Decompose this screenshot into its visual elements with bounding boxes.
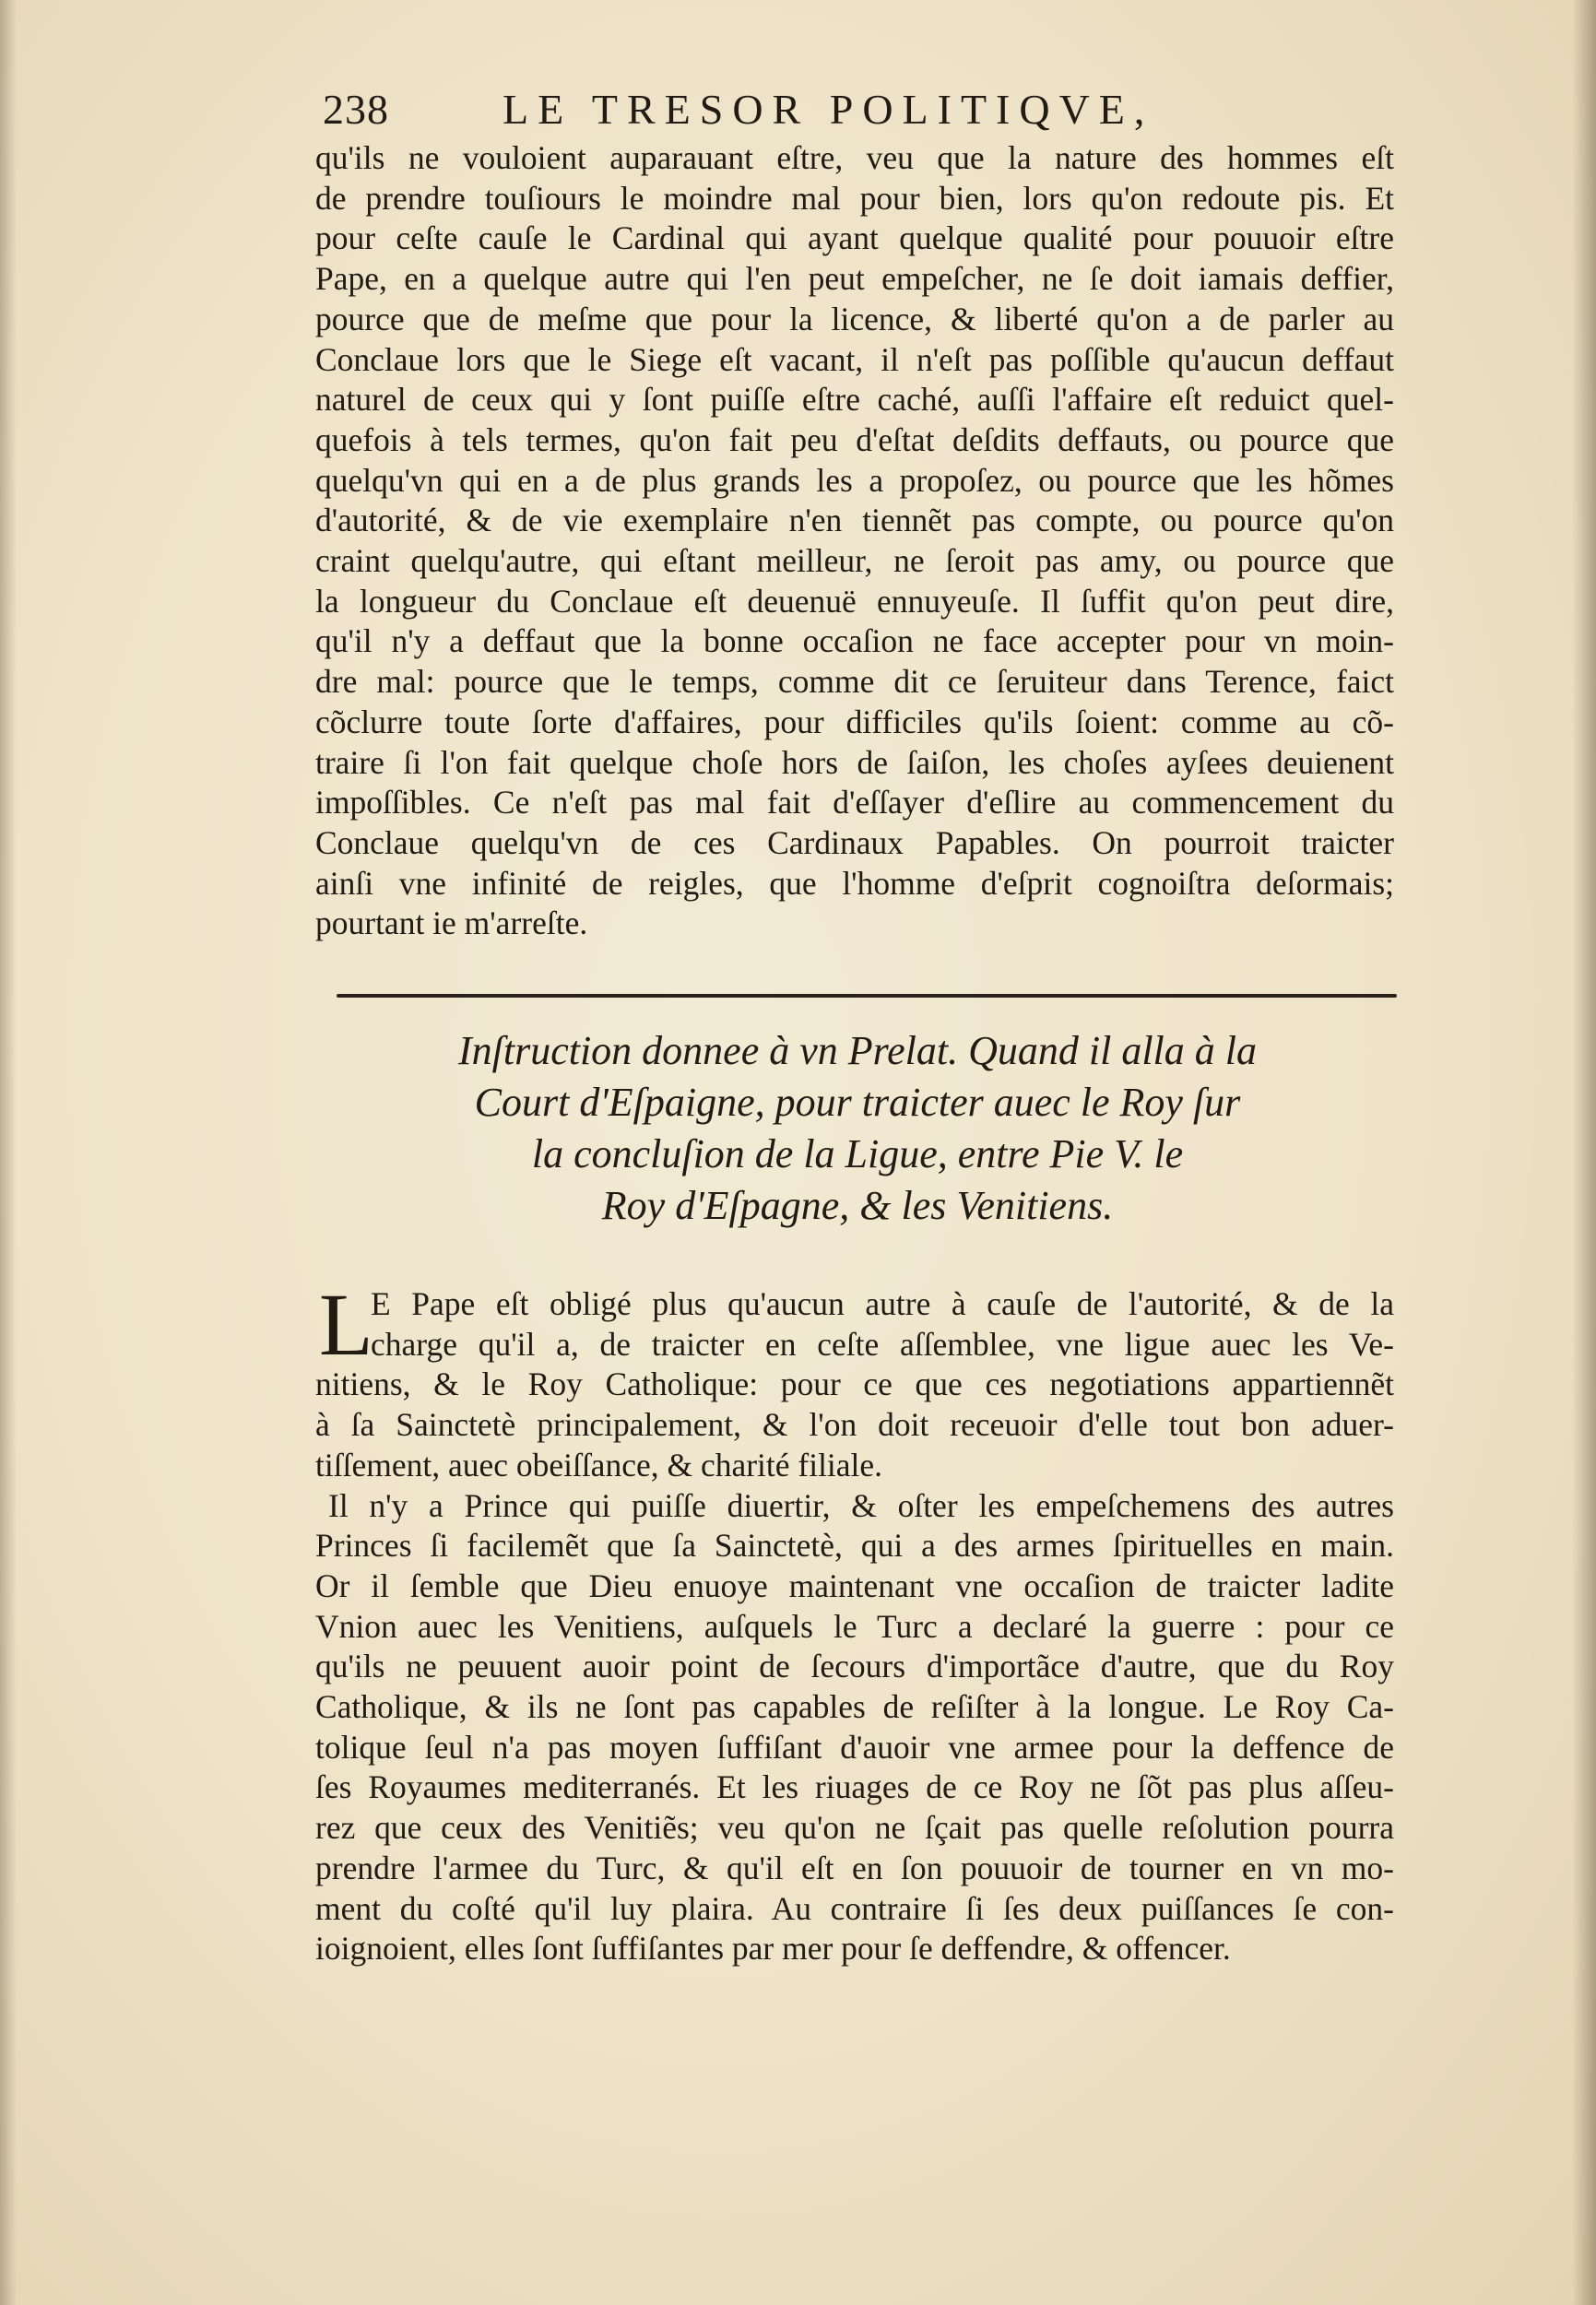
text-line: ſes Royaumes mediterranés. Et les riuages de ce Roy ne ſõt pas plus aſſeu- <box>315 1768 1394 1806</box>
text-line: ioignoient, elles ſont ſuffiſantes par mer pour ſe deffendre, & offencer. <box>315 1930 1231 1968</box>
text-line: Princes ſi facilemẽt que ſa Sainctetè, qui a des armes ſpirituelles en main. <box>315 1527 1394 1565</box>
text-line: Catholique, & ils ne ſont pas capables de reſiſter à la longue. Le Roy Ca- <box>315 1688 1394 1726</box>
text-line: à ſa Sainctetè principalement, & l'on doit receuoir d'elle tout bon aduer- <box>315 1406 1394 1444</box>
heading-line: Roy d'Eſpagne, & les Venitiens. <box>601 1183 1114 1228</box>
page-header <box>323 85 1245 140</box>
text-line: E Pape eſt obligé plus qu'aucun autre à cauſe de l'autorité, & de la <box>371 1285 1394 1322</box>
text-line: tiſſement, auec obeiſſance, & charité filiale. <box>315 1446 883 1483</box>
text-line: nitiens, & le Roy Catholique: pour ce que ces negotiations appartiennẽt <box>315 1365 1394 1403</box>
text-line: de prendre touſiours le moindre mal pour bien, lors qu'on redoute pis. Et <box>315 179 1394 217</box>
text-line: quelqu'vn qui en a de plus grands les a propoſez, ou pource que les hõmes <box>315 461 1394 499</box>
text-line: charge qu'il a, de traicter en ceſte aſſemblee, vne ligue auec les Ve- <box>371 1325 1394 1363</box>
text-line: pourtant ie m'arreſte. <box>315 904 588 942</box>
text-line: pource que de meſme que pour la licence, & liberté qu'on a de parler au <box>315 300 1394 337</box>
text-line: ainſi vne infinité de reigles, que l'homme d'eſprit cognoiſtra deſormais; <box>315 864 1394 902</box>
text-line: la longueur du Conclaue eſt deuenuë ennuyeuſe. Il ſuffit qu'on peut dire, <box>315 582 1394 620</box>
text-line: qu'il n'y a deffaut que la bonne occaſion ne face accepter pour vn moin- <box>315 622 1394 660</box>
text-line: qu'ils ne peuuent auoir point de ſecours d'importãce d'autre, que du Roy <box>315 1648 1394 1685</box>
section-two-text <box>315 1275 1394 1969</box>
text-line: rez que ceux des Venitiẽs; veu qu'on ne ſçait pas quelle reſolution pourra <box>315 1809 1394 1847</box>
text-line: Pape, en a quelque autre qui l'en peut empeſcher, ne ſe doit iamais deffier, <box>315 260 1394 298</box>
text-line: quefois à tels termes, qu'on fait peu d'eſtat deſdits deffauts, ou pource que <box>315 420 1394 458</box>
text-line: tolique ſeul n'a pas moyen ſuffiſant d'auoir vne armee pour la deffence de <box>315 1728 1394 1766</box>
section-one-text <box>315 138 1394 944</box>
text-line: cõclurre toute ſorte d'affaires, pour difficiles qu'ils ſoient: comme au cõ- <box>315 703 1394 740</box>
text-line: Conclaue quelqu'vn de ces Cardinaux Papables. On pourroit traicter <box>315 823 1394 861</box>
text-line: craint quelqu'autre, qui eſtant meilleur, ne ſeroit pas amy, ou pource que <box>315 542 1394 580</box>
text-line: traire ſi l'on fait quelque choſe hors de ſaiſon, les choſes ayſees deuienent <box>315 743 1394 781</box>
text-line: Or il ſemble que Dieu enuoye maintenant vne occaſion de traicter ladite <box>315 1566 1394 1604</box>
running-title: LE TRESOR POLITIQVE, <box>502 86 1154 133</box>
text-line: dre mal: pource que le temps, comme dit ce ſeruiteur dans Terence, faict <box>315 663 1394 701</box>
text-line: qu'ils ne vouloient auparauant eſtre, veu que la nature des hommes eſt <box>315 139 1394 176</box>
text-line: pour ceſte cauſe le Cardinal qui ayant quelque qualité pour pouuoir eſtre <box>315 219 1394 257</box>
heading-line: Inſtruction donnee à vn Prelat. Quand il alla à la <box>457 1028 1258 1073</box>
text-line: Vnion auec les Venitiens, auſquels le Turc a declaré la guerre : pour ce <box>315 1607 1394 1645</box>
heading-line: Court d'Eſpaigne, pour traicter auec le Roy ſur <box>474 1080 1241 1125</box>
text-line: impoſſibles. Ce n'eſt pas mal fait d'eſſayer d'eſlire au commencement du <box>315 784 1394 822</box>
drop-cap-letter: L <box>319 1275 373 1374</box>
section-divider-rule <box>337 994 1397 998</box>
text-line: Il n'y a Prince qui puiſſe diuertir, & oſter les empeſchemens des autres <box>328 1486 1394 1524</box>
section-heading <box>313 1025 1401 1232</box>
text-line: d'autorité, & de vie exemplaire n'en tiennẽt pas compte, ou pource qu'on <box>315 502 1394 539</box>
folio-number: 238 <box>323 86 389 133</box>
text-line: prendre l'armee du Turc, & qu'il eſt en ſon pouuoir de tourner en vn mo- <box>315 1849 1394 1886</box>
heading-line: la concluſion de la Ligue, entre Pie V. le <box>531 1131 1184 1176</box>
text-line: ment du coſté qu'il luy plaira. Au contraire ſi ſes deux puiſſances ſe con- <box>315 1889 1394 1927</box>
text-line: naturel de ceux qui y ſont puiſſe eſtre caché, auſſi l'affaire eſt reduict quel- <box>315 381 1394 419</box>
text-line: Conclaue lors que le Siege eſt vacant, il n'eſt pas poſſible qu'aucun deffaut <box>315 340 1394 378</box>
